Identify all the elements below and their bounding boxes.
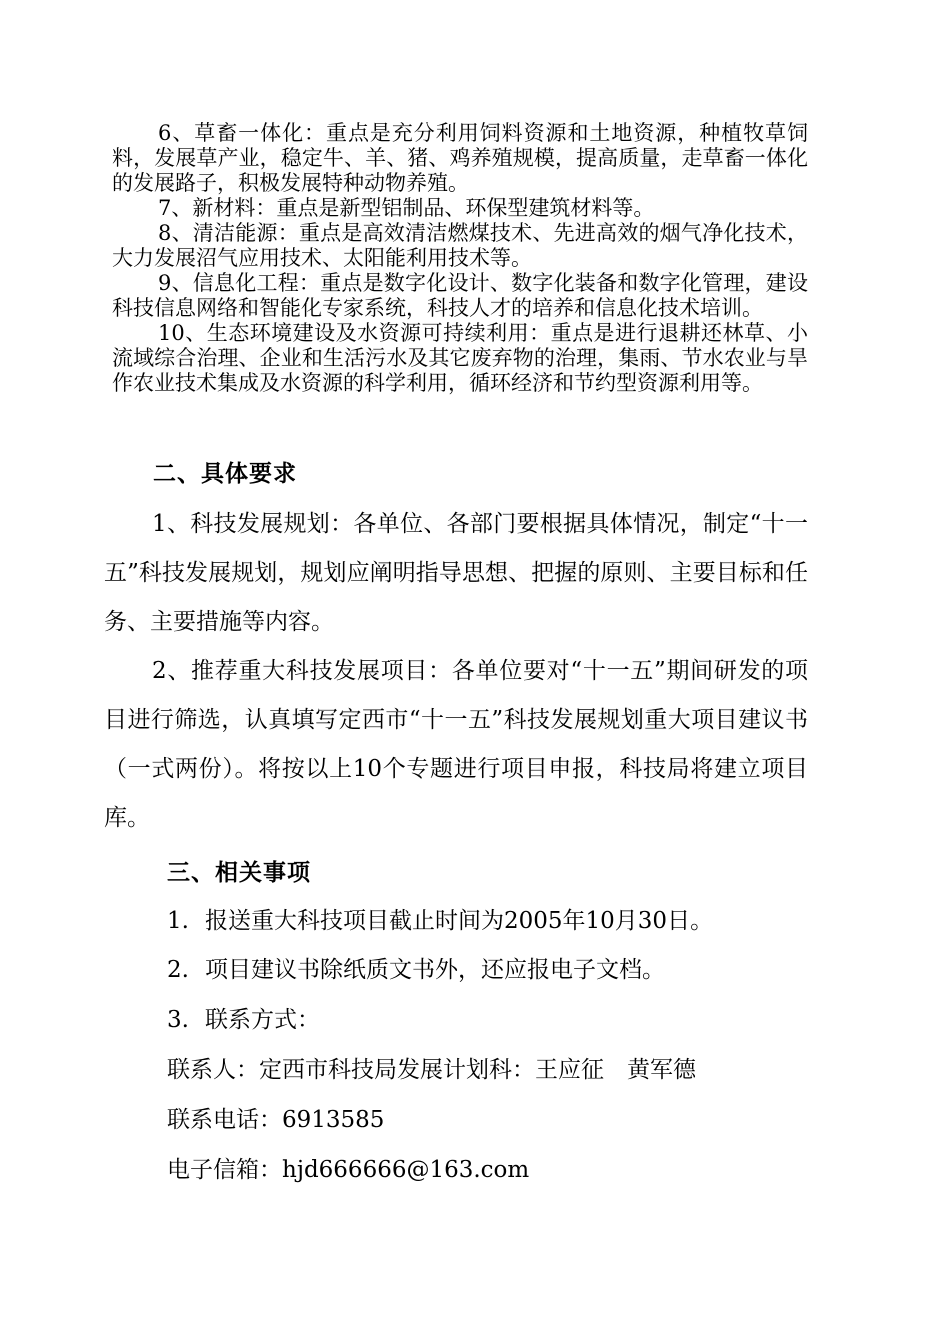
- contact-email: 电子信箱：hjd666666@163.com: [167, 1157, 530, 1183]
- matter-item-number: 2.: [167, 957, 189, 983]
- matter-item-deadline: [167, 906, 713, 936]
- focus-area-6: 6、草畜一体化：重点是充分利用饲料资源和土地资源，种植牧草饲料，发展草产业，稳定牛、羊、猪、鸡养殖规模，提高质量，走草畜一体化的发展路子，积极发展特种动物养殖。: [112, 121, 808, 195]
- focus-area-10: 10、生态环境建设及水资源可持续利用：重点是进行退耕还林草、小流域综合治理、企业和生活污水及其它废弃物的治理，集雨、节水农业与旱作农业技术集成及水资源的科学利用，循环经济和节约型资源利用等。: [112, 321, 808, 395]
- section-heading-matters: 三、相关事项: [167, 859, 311, 886]
- focus-area-9: 9、信息化工程：重点是数字化设计、数字化装备和数字化管理，建设科技信息网络和智能化专家系统，科技人才的培养和信息化技术培训。: [112, 271, 808, 320]
- focus-area-8: 8、清洁能源：重点是高效清洁燃煤技术、先进高效的烟气净化技术，大力发展沼气应用技术、太阳能利用技术等。: [112, 221, 808, 270]
- contact-person: 联系人：定西市科技局发展计划科：王应征 黄军德: [167, 1057, 696, 1083]
- matter-item-number: 1.: [167, 908, 189, 934]
- requirements-block: [104, 500, 808, 843]
- matter-item-text: 联系方式：: [205, 1007, 320, 1033]
- contact-phone: 联系电话：6913585: [167, 1107, 385, 1133]
- focus-area-7: 7、新材料：重点是新型铝制品、环保型建筑材料等。: [158, 196, 655, 220]
- matter-item-contact: [167, 1005, 320, 1035]
- section-heading-requirements: 二、具体要求: [153, 460, 297, 487]
- matter-item-number: 3.: [167, 1007, 189, 1033]
- requirement-planning: 1、科技发展规划：各单位、各部门要根据具体情况，制定“十一五”科技发展规划，规划应阐明指导思想、把握的原则、主要目标和任务、主要措施等内容。: [104, 511, 808, 635]
- matter-item-text: 项目建议书除纸质文书外，还应报电子文档。: [205, 957, 665, 983]
- focus-area-list: [112, 121, 808, 396]
- matter-item-electronic: [167, 955, 665, 985]
- requirement-projects: 2、推荐重大科技发展项目：各单位要对“十一五”期间研发的项目进行筛选，认真填写定西市“十一五”科技发展规划重大项目建议书（一式两份）。将按以上10个专题进行项目申报，科技局将建立项目库。: [104, 658, 808, 831]
- matter-item-text: 报送重大科技项目截止时间为2005年10月30日。: [205, 908, 714, 934]
